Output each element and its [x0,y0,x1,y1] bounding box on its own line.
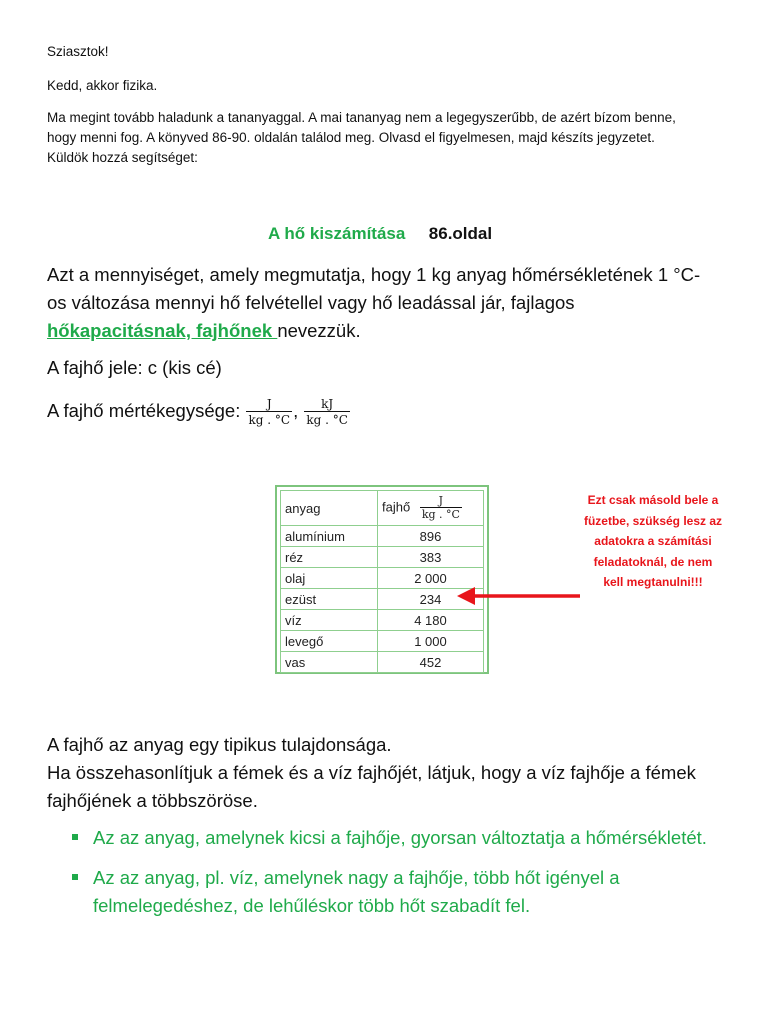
unit-separator: , [293,400,299,421]
greeting: Sziasztok! [47,44,109,59]
day-line: Kedd, akkor fizika. [47,78,158,93]
header-substance: anyag [281,491,378,526]
substance-name: vas [281,652,378,673]
table-row [281,589,484,610]
specific-heat-table-frame [275,485,489,674]
substance-name: levegő [281,631,378,652]
unit-fraction-kj [304,397,350,427]
header-specific-heat [378,491,484,526]
table-row [281,631,484,652]
conclusion-line-1: A fajhő az anyag egy tipikus tulajdonsága. [47,734,392,755]
intro-paragraph [47,108,747,168]
definition-line-2: os változása mennyi hő felvétellel vagy hő leadással jár, fajlagos [47,292,575,313]
table-row [281,526,484,547]
conclusion-line-3: fajhőjének a többszöröse. [47,790,258,811]
specific-heat-value: 383 [378,547,484,568]
note-line-1: Ezt csak másold bele a [587,493,719,507]
definition-line-3 [47,317,747,345]
specific-heat-value: 1 000 [378,631,484,652]
conclusion-line-2: Ha összehasonlítjuk a fémek és a víz fajhőjét, látjuk, hogy a víz fajhője a fémek [47,762,696,783]
table-row [281,652,484,673]
specific-heat-value: 452 [378,652,484,673]
definition-line-1: Azt a mennyiséget, amely megmutatja, hogy 1 kg anyag hőmérsékletének 1 °C- [47,264,701,285]
header-unit-denominator: kg . °C [421,508,460,521]
definition-paragraph [47,261,747,345]
bullet-item-1: Az az anyag, amelynek kicsi a fajhője, gyorsan változtatja a hőmérsékletét. [93,827,707,848]
substance-name: ezüst [281,589,378,610]
bullet-2-line-2: felmelegedéshez, de lehűléskor több hőt szabadít fel. [93,895,531,916]
page-reference: 86.oldal [428,224,493,243]
unit2-numerator: kJ [321,397,334,412]
square-bullet-icon [72,834,78,840]
header-specific-heat-label: fajhő [382,499,411,515]
header-unit-fraction [420,495,462,521]
substance-name: réz [281,547,378,568]
substance-name: olaj [281,568,378,589]
section-heading [268,224,492,244]
unit1-numerator: J [266,397,272,412]
specific-heat-value: 234 [378,589,484,610]
table-row [281,568,484,589]
unit2-denominator: kg . °C [306,413,348,428]
intro-line-1: Ma megint tovább haladunk a tananyaggal. A mai tananyag nem a legegyszerűbb, de azért bízom benne, [47,110,676,125]
intro-line-2: hogy menni fog. A könyved 86-90. oldalán találod meg. Olvasd el figyelmesen, majd készíts jegyzetet. [47,130,655,145]
substance-name: alumínium [281,526,378,547]
substance-name: víz [281,610,378,631]
bullet-2-line-1: Az az anyag, pl. víz, amelynek nagy a fajhője, több hőt igényel a [93,867,620,888]
specific-heat-value: 4 180 [378,610,484,631]
table-row [281,610,484,631]
unit-fraction-j [246,397,292,427]
square-bullet-icon [72,874,78,880]
header-unit-numerator: J [438,494,444,507]
definition-tail: nevezzük. [277,320,361,341]
symbol-line: A fajhő jele: c (kis cé) [47,357,222,378]
unit-label: A fajhő mértékegysége: [47,400,241,421]
note-line-5: kell megtanulni!!! [603,575,703,589]
note-line-3: adatokra a számítási [594,534,712,548]
specific-heat-value: 896 [378,526,484,547]
section-title: A hő kiszámítása [268,224,406,243]
specific-heat-value: 2 000 [378,568,484,589]
table-header-row [281,491,484,526]
bullet-item-2 [93,864,753,920]
note-line-2: füzetbe, szükség lesz az [583,513,723,528]
unit1-denominator: kg . °C [248,413,291,428]
table-row [281,547,484,568]
intro-line-3: Küldök hozzá segítséget: [47,150,198,165]
defined-term: hőkapacitásnak, fajhőnek [47,320,278,341]
note-line-4: feladatoknál, de nem [593,554,713,569]
copy-note [553,490,753,593]
specific-heat-table [280,490,484,673]
conclusion-paragraph [47,731,747,815]
unit-line [47,397,351,427]
